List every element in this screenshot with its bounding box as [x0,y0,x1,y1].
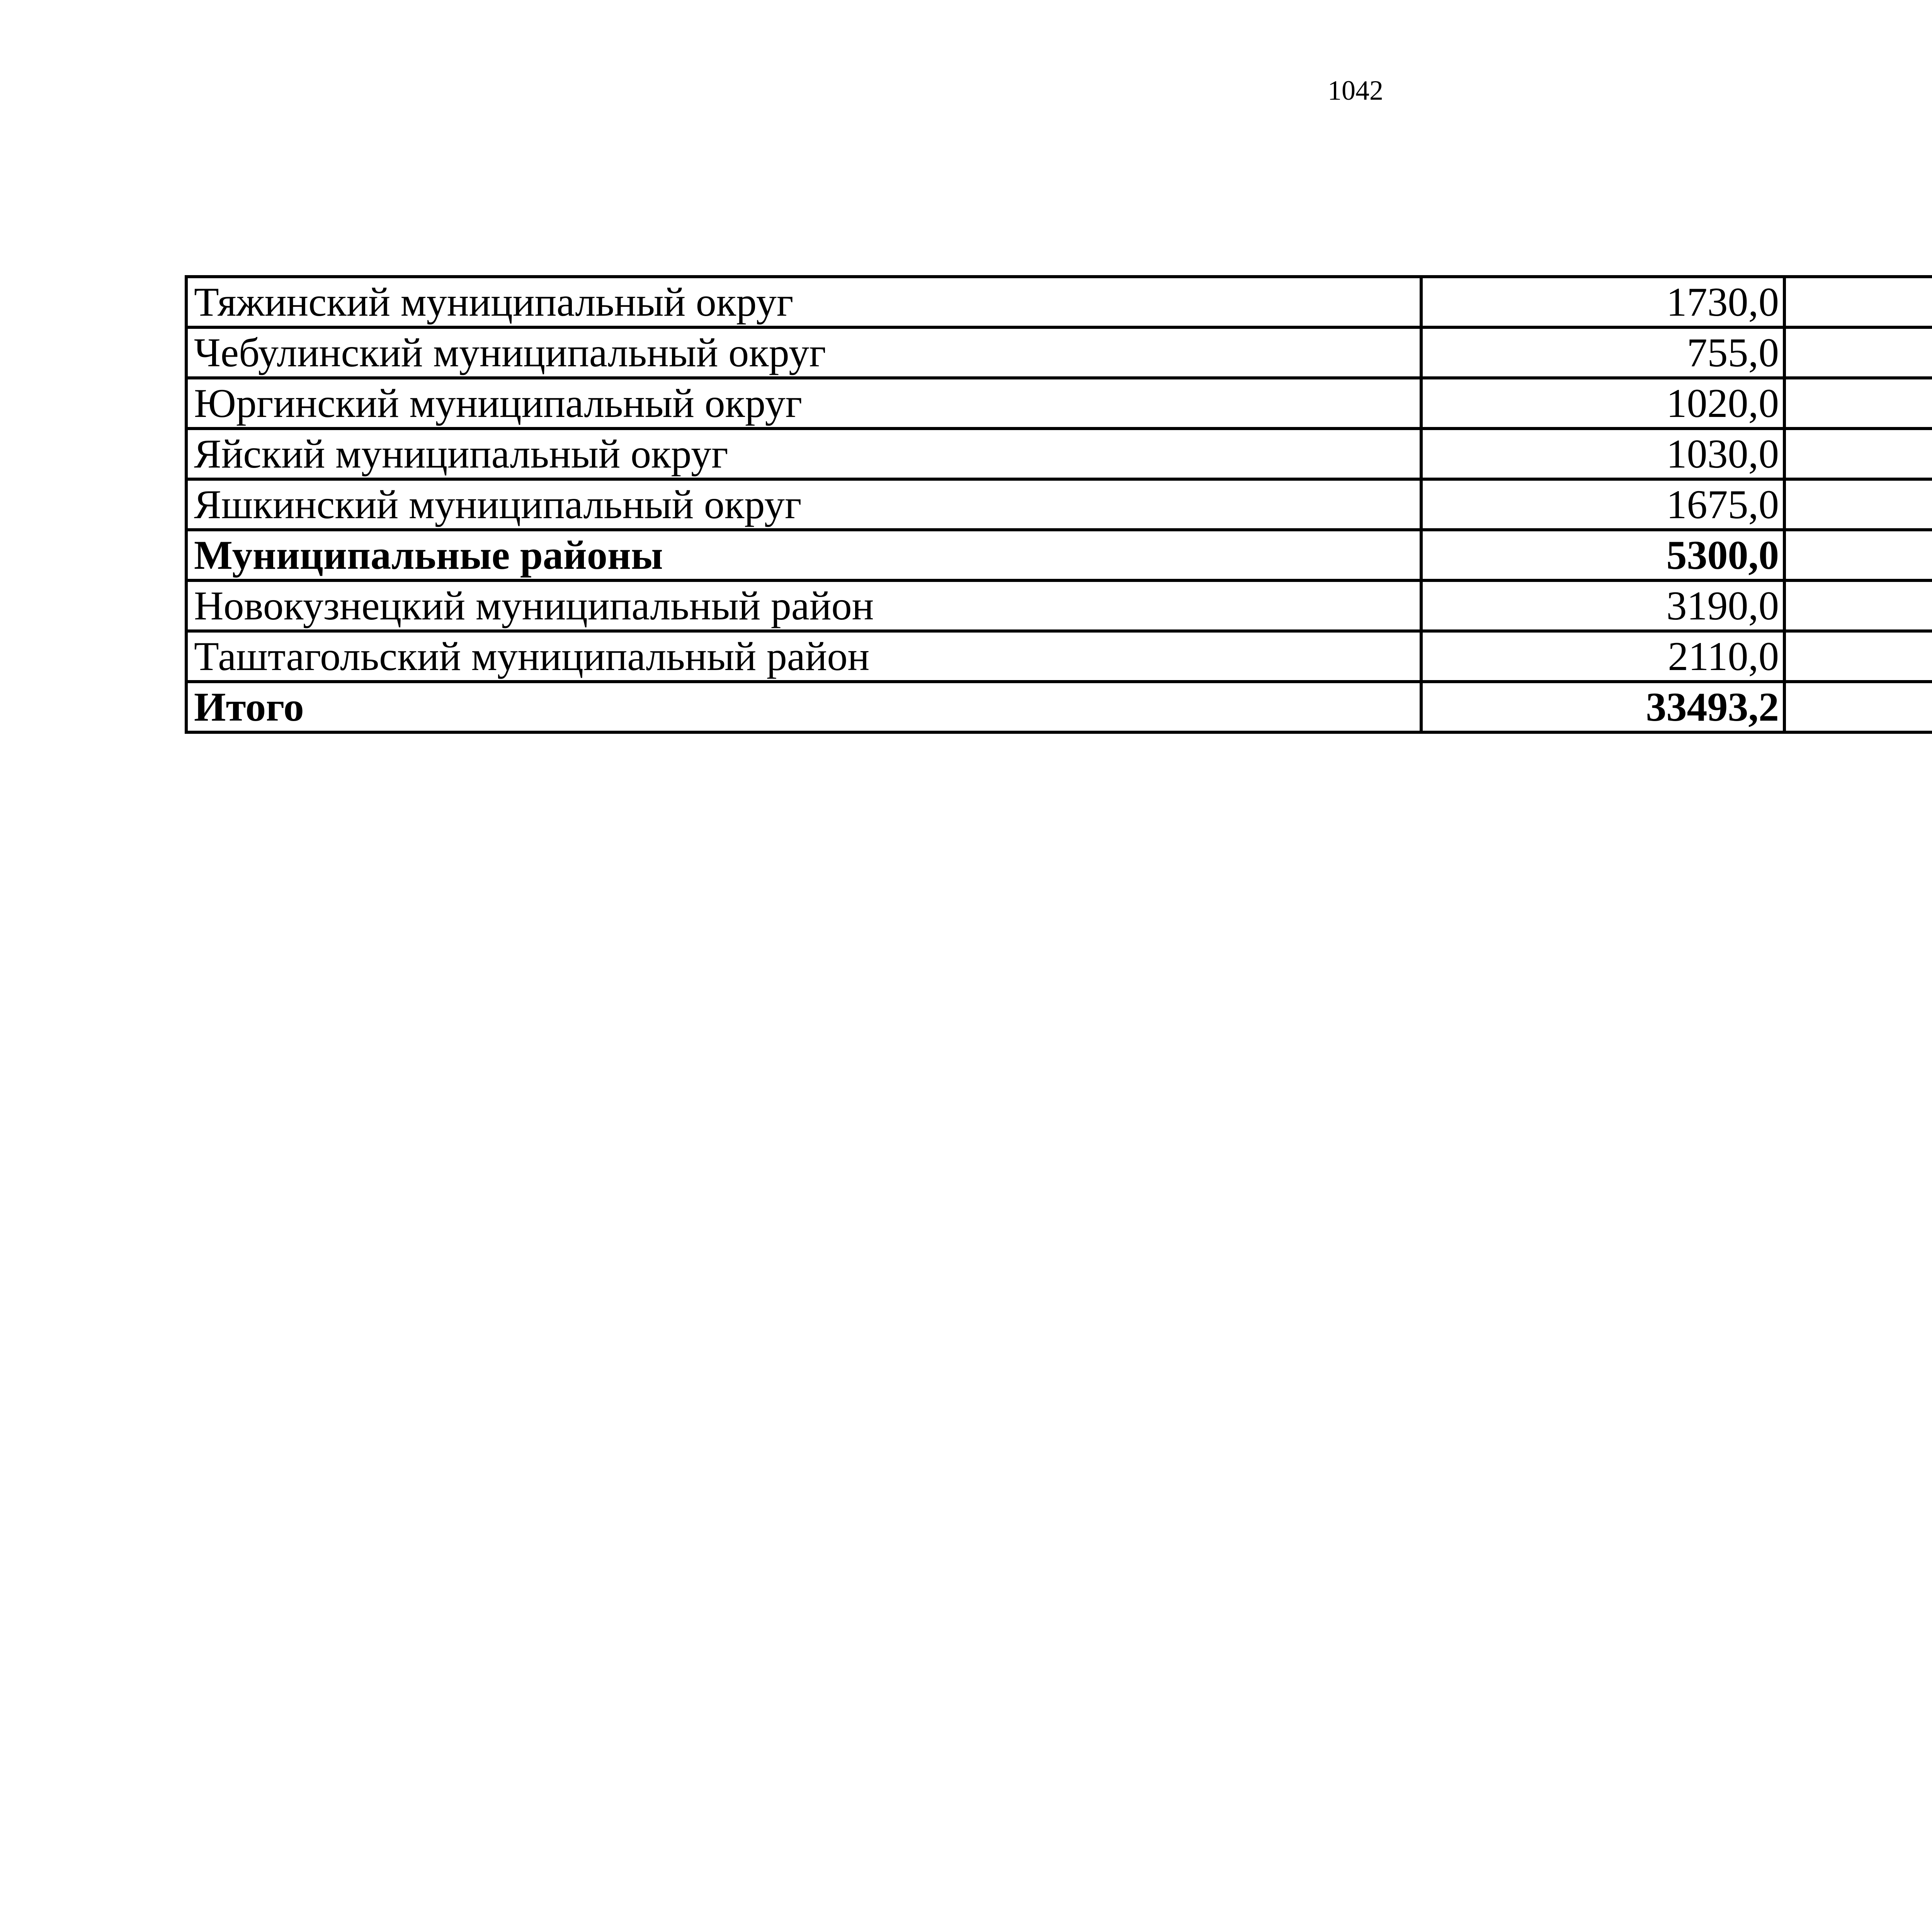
row-name-cell: Юргинский муниципальный округ [186,378,1421,429]
row-name-cell: Тяжинский муниципальный округ [186,277,1421,327]
table-row [186,580,1932,631]
table-row [186,277,1932,327]
value-cell-2 [1784,682,1932,732]
value-cell-2 [1784,631,1932,682]
value-cell-1: 755,0 [1421,327,1784,378]
table-row [186,530,1932,580]
table-row [186,682,1932,732]
page-number: 1042 [1328,75,1383,106]
value-cell-1: 1030,0 [1421,429,1784,479]
value-cell-1: 1675,0 [1421,479,1784,530]
table-row [186,327,1932,378]
value-cell-1: 1730,0 [1421,277,1784,327]
row-name-cell: Таштагольский муниципальный район [186,631,1421,682]
value-cell-1: 33493,2 [1421,682,1784,732]
value-cell-1: 5300,0 [1421,530,1784,580]
table-row [186,378,1932,429]
value-cell-2 [1784,378,1932,429]
value-cell-1: 1020,0 [1421,378,1784,429]
value-cell-2 [1784,530,1932,580]
row-name-cell: Итого [186,682,1421,732]
budget-table [185,275,1932,734]
value-cell-2 [1784,277,1932,327]
value-cell-2 [1784,327,1932,378]
table-row [186,429,1932,479]
table-row [186,631,1932,682]
value-cell-2 [1784,580,1932,631]
row-name-cell: Яйский муниципальный округ [186,429,1421,479]
table-row [186,479,1932,530]
row-name-cell: Муниципальные районы [186,530,1421,580]
row-name-cell: Яшкинский муниципальный округ [186,479,1421,530]
value-cell-1: 3190,0 [1421,580,1784,631]
value-cell-2 [1784,429,1932,479]
row-name-cell: Чебулинский муниципальный округ [186,327,1421,378]
value-cell-1: 2110,0 [1421,631,1784,682]
value-cell-2 [1784,479,1932,530]
row-name-cell: Новокузнецкий муниципальный район [186,580,1421,631]
